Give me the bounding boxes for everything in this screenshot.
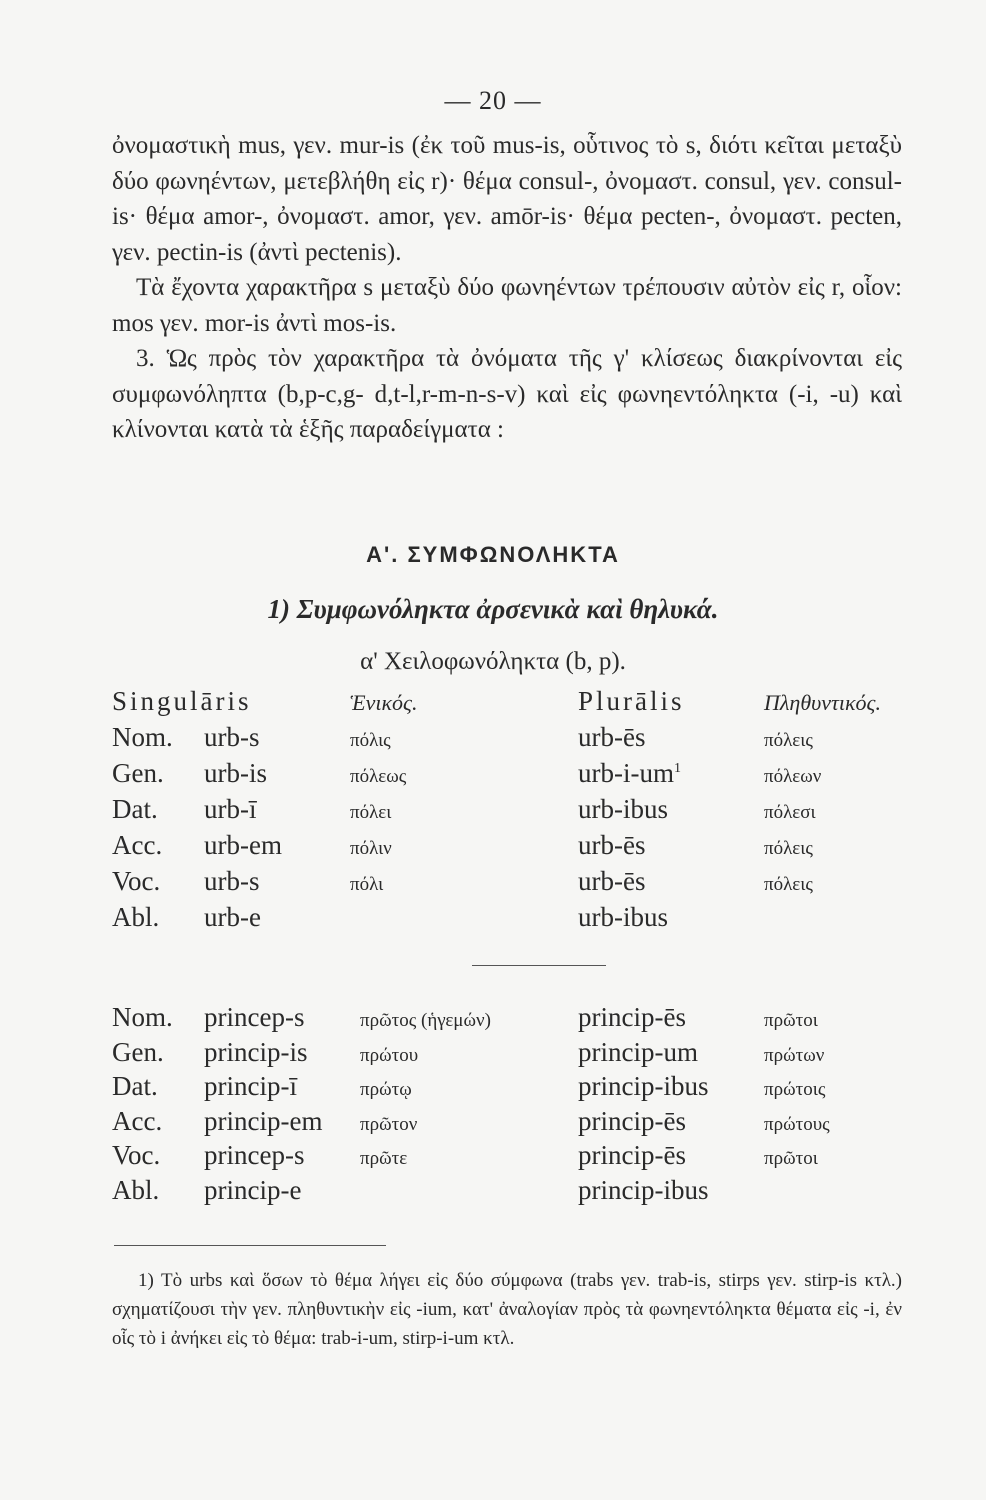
- singular-greek: πρῶτον: [360, 1113, 418, 1135]
- singular-greek: πόλι: [350, 874, 384, 895]
- footnote-marker: 1: [673, 761, 681, 776]
- table-header-row: [112, 686, 881, 722]
- plural-form: urb-ibus: [578, 794, 668, 824]
- singular-latin-header: Singulāris: [112, 686, 252, 716]
- declension-table-princeps: [112, 1002, 830, 1209]
- plural-greek: πρῶτοι: [764, 1010, 818, 1031]
- table-row: [112, 758, 881, 794]
- singular-form: urb-is: [204, 758, 267, 788]
- plural-latin-header: Plurālis: [578, 686, 685, 716]
- page-number: — 20 —: [444, 86, 542, 115]
- plural-form: princip-um: [578, 1036, 698, 1067]
- singular-form: urb-s: [204, 866, 260, 896]
- case-label: Abl.: [112, 902, 160, 932]
- table-row: [112, 722, 881, 758]
- table-row: [112, 866, 881, 902]
- singular-greek-header: Ἑνικός.: [350, 690, 418, 715]
- case-label: Voc.: [112, 1140, 161, 1170]
- singular-greek: πόλεως: [350, 766, 407, 787]
- table-row: [112, 1071, 830, 1106]
- declension-table-urbs: [112, 686, 881, 938]
- plural-form: urb-ēs: [578, 866, 646, 896]
- singular-greek: πόλις: [350, 730, 391, 751]
- plural-form: [578, 758, 764, 794]
- plural-form: urb-ēs: [578, 830, 646, 860]
- paragraph-3: 3. Ὡς πρὸς τὸν χαρακτῆρα τὰ ὀνόματα τῆς γ' κλίσεως διακρίνονται εἰς συμφωνόληπτα (b,p-c,g- d,t-l,r-m-n-s-v) καὶ εἰς φωνηεντόληκτα (-i, -u) καὶ κλίνονται κατὰ τὰ ἑξῆς παραδείγματα :: [112, 345, 902, 443]
- table-divider: [472, 965, 606, 966]
- plural-form: princip-ēs: [578, 1105, 686, 1136]
- singular-greek: πρώτῳ: [360, 1079, 412, 1100]
- singular-greek: πρῶτε: [360, 1148, 408, 1169]
- singular-form: urb-em: [204, 830, 282, 860]
- paragraph-1: ὀνομαστικὴ mus, γεν. mur-is (ἐκ τοῦ mus-is, οὗτινος τὸ s, διότι κεῖται μεταξὺ δύο φωνηέντων, μετεβλήθη εἰς r)· θέμα consul-, ὀνομαστ. consul, γεν. consul-is· θέμα amor-, ὀνομαστ. amor, γεν. amōr-is· θέμα pecten-, ὀνομαστ. pecten, γεν. pectin-is (ἀντὶ pectenis).: [112, 132, 902, 266]
- table-row: [112, 1002, 830, 1037]
- case-label: Nom.: [112, 1002, 173, 1032]
- case-label: Gen.: [112, 758, 164, 788]
- table-row: [112, 1037, 830, 1072]
- plural-form-text: urb-i-um: [578, 758, 674, 788]
- case-label: Dat.: [112, 1071, 158, 1101]
- singular-greek: [360, 1175, 578, 1210]
- case-label: Acc.: [112, 830, 163, 860]
- paragraph-2: Τὰ ἔχοντα χαρακτῆρα s μεταξὺ δύο φωνηέντων τρέπουσιν αὐτὸν εἰς r, οἷον: mos γεν. mor-is ἀντὶ mos-is.: [112, 274, 902, 337]
- plural-greek: πρώτων: [764, 1044, 825, 1066]
- singular-greek: πρώτου: [360, 1044, 419, 1066]
- plural-greek: [764, 1175, 830, 1210]
- singular-form: princip-is: [204, 1036, 308, 1067]
- plural-greek: [764, 902, 881, 938]
- plural-greek: πρῶτοι: [764, 1148, 818, 1169]
- section-heading: Α'. ΣΥΜΦΩΝΟΛΗΚΤΑ: [366, 542, 620, 567]
- footnote-text: 1) Τὸ urbs καὶ ὅσων τὸ θέμα λήγει εἰς δύο σύμφωνα (trabs γεν. trab-is, stirps γεν. stirp-is κτλ.) σχηματίζουσι τὴν γεν. πληθυντικὴν εἰς -ium, κατ' ἀναλογίαν πρὸς τὰ φωνηεντόληκτα θέματα εἰς -i, ἐν οἷς τὸ i ἀνήκει εἰς τὸ θέμα: trab-i-um, stirp-i-um κτλ.: [112, 1270, 902, 1349]
- table-row: [112, 830, 881, 866]
- case-label: Dat.: [112, 794, 158, 824]
- table-row: [112, 902, 881, 938]
- plural-form: princip-ibus: [578, 1174, 709, 1205]
- singular-form: urb-e: [204, 902, 261, 932]
- case-label: Abl.: [112, 1174, 160, 1205]
- singular-greek: πόλιν: [350, 838, 392, 859]
- plural-form: princip-ēs: [578, 1140, 686, 1170]
- footnote: [112, 1266, 902, 1353]
- plural-greek: πόλεων: [764, 766, 822, 787]
- singular-form: urb-ī: [204, 794, 257, 824]
- singular-greek: πόλει: [350, 802, 392, 823]
- body-text: [112, 128, 902, 448]
- table-row: [112, 1106, 830, 1141]
- singular-form: princep-s: [204, 1002, 305, 1032]
- singular-greek: [350, 902, 578, 938]
- singular-form: princip-em: [204, 1105, 323, 1136]
- singular-form: princip-ī: [204, 1071, 297, 1101]
- singular-form: princip-e: [204, 1174, 302, 1205]
- table-row: [112, 794, 881, 830]
- footnote-divider: [114, 1245, 386, 1246]
- plural-greek: πρώτους: [764, 1113, 830, 1135]
- singular-form: princep-s: [204, 1140, 305, 1170]
- case-label: Acc.: [112, 1105, 163, 1136]
- case-label: Nom.: [112, 722, 173, 752]
- subsubsection-heading: α' Χειλοφωνόληκτα (b, p).: [360, 648, 626, 675]
- singular-form: urb-s: [204, 722, 260, 752]
- plural-greek: πρώτοις: [764, 1079, 826, 1100]
- plural-greek-header: Πληθυντικός.: [764, 690, 881, 715]
- plural-form: princip-ēs: [578, 1002, 686, 1032]
- case-label: Gen.: [112, 1036, 164, 1067]
- plural-greek: πόλεσι: [764, 802, 816, 823]
- table-row: [112, 1175, 830, 1210]
- plural-form: urb-ibus: [578, 902, 668, 932]
- plural-form: princip-ibus: [578, 1071, 709, 1101]
- plural-greek: πόλεις: [764, 874, 813, 895]
- table-row: [112, 1140, 830, 1175]
- singular-greek: πρῶτος (ἡγεμών): [360, 1010, 491, 1031]
- subsection-heading: 1) Συμφωνόληκτα ἀρσενικὰ καὶ θηλυκά.: [267, 594, 719, 624]
- plural-greek: πόλεις: [764, 838, 813, 859]
- case-label: Voc.: [112, 866, 161, 896]
- plural-form: urb-ēs: [578, 722, 646, 752]
- plural-greek: πόλεις: [764, 730, 813, 751]
